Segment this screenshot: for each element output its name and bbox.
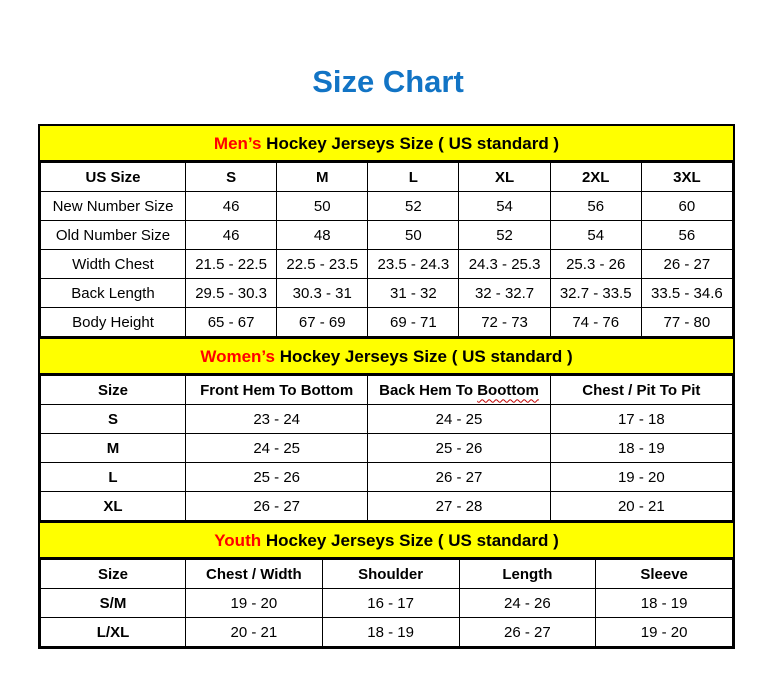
size-value: 19 - 20 (186, 589, 323, 618)
size-value: 18 - 19 (550, 434, 732, 463)
size-value: 26 - 27 (368, 463, 550, 492)
column-header: Chest / Pit To Pit (550, 376, 732, 405)
size-value: 69 - 71 (368, 308, 459, 337)
size-chart-table-group (38, 124, 735, 649)
column-header: Size (41, 376, 186, 405)
table-row (41, 250, 733, 279)
size-value: 24 - 25 (186, 434, 368, 463)
men-size-table (40, 162, 733, 337)
size-value: 25 - 26 (186, 463, 368, 492)
column-header: L (368, 163, 459, 192)
size-value: 26 - 27 (186, 492, 368, 521)
table-row (41, 589, 733, 618)
header-row (41, 163, 733, 192)
womens-section-header (40, 337, 733, 375)
size-value: 25 - 26 (368, 434, 550, 463)
size-value: 24.3 - 25.3 (459, 250, 550, 279)
row-label: Back Length (41, 279, 186, 308)
column-header (368, 376, 550, 405)
size-value: 50 (277, 192, 368, 221)
youth-heading-rest: Hockey Jerseys Size ( US standard ) (261, 531, 559, 550)
size-value: 31 - 32 (368, 279, 459, 308)
size-value: 18 - 19 (322, 618, 459, 647)
mens-heading-rest: Hockey Jerseys Size ( US standard ) (261, 134, 560, 153)
size-value: 21.5 - 22.5 (186, 250, 277, 279)
size-value: 60 (641, 192, 732, 221)
table-row (41, 279, 733, 308)
womens-table-container (40, 375, 733, 521)
size-value: 23 - 24 (186, 405, 368, 434)
column-header: Front Hem To Bottom (186, 376, 368, 405)
column-header: XL (459, 163, 550, 192)
size-value: 67 - 69 (277, 308, 368, 337)
size-value: 72 - 73 (459, 308, 550, 337)
page-title: Size Chart (312, 64, 464, 99)
row-label: M (41, 434, 186, 463)
size-value: 54 (550, 221, 641, 250)
size-value: 30.3 - 31 (277, 279, 368, 308)
column-header-text: Back Hem To (379, 381, 478, 399)
size-value: 48 (277, 221, 368, 250)
size-value: 52 (459, 221, 550, 250)
header-row (41, 560, 733, 589)
size-value: 19 - 20 (550, 463, 732, 492)
column-header: M (277, 163, 368, 192)
youth-section-header (40, 521, 733, 559)
table-row (41, 463, 733, 492)
size-value: 65 - 67 (186, 308, 277, 337)
row-label: S/M (41, 589, 186, 618)
column-header: Sleeve (596, 560, 733, 589)
size-value: 16 - 17 (322, 589, 459, 618)
size-value: 32.7 - 33.5 (550, 279, 641, 308)
column-header: US Size (41, 163, 186, 192)
women-size-table (40, 375, 733, 521)
row-label: XL (41, 492, 186, 521)
womens-heading-highlight: Women’s (200, 347, 275, 366)
size-value: 18 - 19 (596, 589, 733, 618)
row-label: New Number Size (41, 192, 186, 221)
row-label: L/XL (41, 618, 186, 647)
size-value: 77 - 80 (641, 308, 732, 337)
size-value: 56 (641, 221, 732, 250)
size-value: 27 - 28 (368, 492, 550, 521)
row-label: Width Chest (41, 250, 186, 279)
misspelled-word: Boottom (477, 381, 539, 399)
row-label: Body Height (41, 308, 186, 337)
table-row (41, 405, 733, 434)
size-value: 25.3 - 26 (550, 250, 641, 279)
mens-heading-highlight: Men’s (213, 134, 262, 153)
column-header: Size (41, 560, 186, 589)
size-value: 33.5 - 34.6 (641, 279, 732, 308)
row-label: Old Number Size (41, 221, 186, 250)
size-value: 19 - 20 (596, 618, 733, 647)
size-value: 20 - 21 (186, 618, 323, 647)
size-value: 32 - 32.7 (459, 279, 550, 308)
table-row (41, 308, 733, 337)
row-label: S (41, 405, 186, 434)
size-value: 56 (550, 192, 641, 221)
size-value: 46 (186, 221, 277, 250)
size-value: 50 (368, 221, 459, 250)
header-row (41, 376, 733, 405)
size-value: 26 - 27 (641, 250, 732, 279)
table-row (41, 221, 733, 250)
size-value: 46 (186, 192, 277, 221)
size-value: 24 - 26 (459, 589, 596, 618)
size-value: 74 - 76 (550, 308, 641, 337)
size-value: 29.5 - 30.3 (186, 279, 277, 308)
youth-heading-highlight: Youth (214, 531, 262, 550)
column-header: S (186, 163, 277, 192)
table-row (41, 492, 733, 521)
table-row (41, 192, 733, 221)
mens-table-container (40, 162, 733, 337)
column-header: 3XL (641, 163, 732, 192)
mens-section-header (40, 126, 733, 162)
size-value: 24 - 25 (368, 405, 550, 434)
size-value: 26 - 27 (459, 618, 596, 647)
youth-table-container (40, 559, 733, 647)
size-value: 20 - 21 (550, 492, 732, 521)
row-label: L (41, 463, 186, 492)
size-value: 23.5 - 24.3 (368, 250, 459, 279)
size-value: 17 - 18 (550, 405, 732, 434)
table-row (41, 434, 733, 463)
womens-heading-rest: Hockey Jerseys Size ( US standard ) (274, 347, 573, 366)
size-value: 54 (459, 192, 550, 221)
size-value: 52 (368, 192, 459, 221)
table-row (41, 618, 733, 647)
column-header: Shoulder (322, 560, 459, 589)
column-header: Chest / Width (186, 560, 323, 589)
size-value: 22.5 - 23.5 (277, 250, 368, 279)
column-header: 2XL (550, 163, 641, 192)
column-header: Length (459, 560, 596, 589)
youth-size-table (40, 559, 733, 647)
